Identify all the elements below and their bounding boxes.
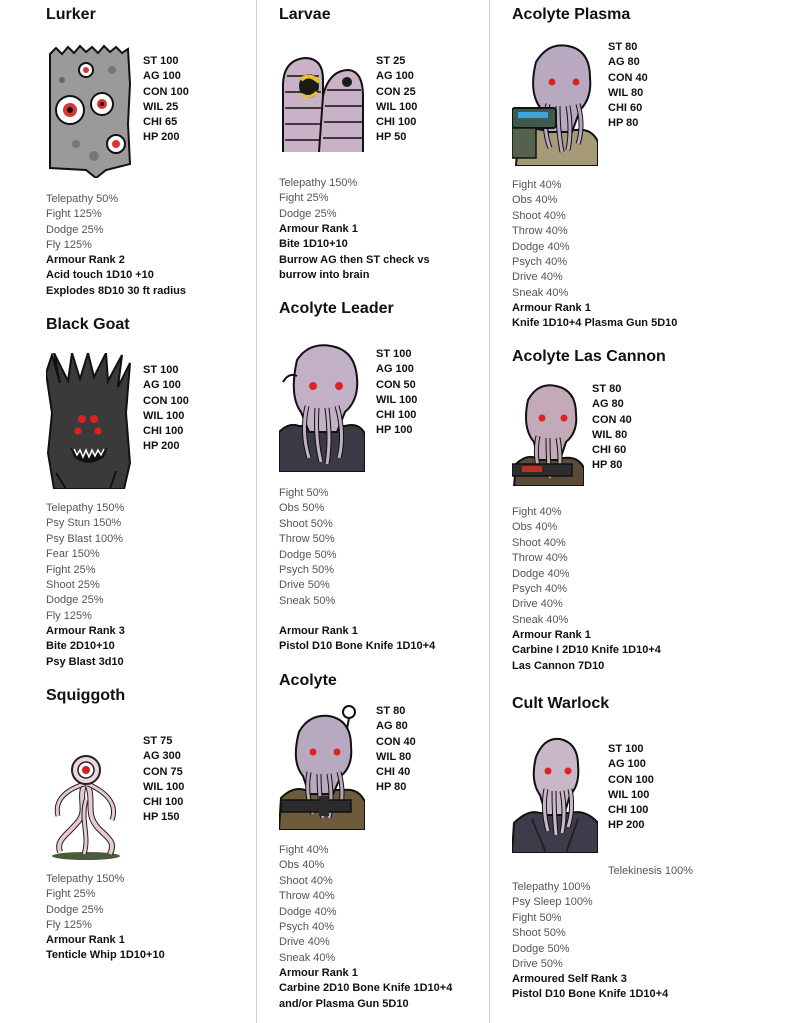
creature-name-acolyte: Acolyte <box>279 672 337 689</box>
skill-line: Shoot 40% <box>279 874 333 887</box>
skill-line: Sneak 40% <box>279 951 336 964</box>
skill-line: Fight 50% <box>279 487 329 499</box>
acolyte-stats <box>376 704 416 796</box>
stat-line: AG 80 <box>608 56 640 69</box>
skill-line: Obs 50% <box>279 502 325 515</box>
stat-line: WIL 80 <box>376 750 412 763</box>
skill-line: Fight 25% <box>46 563 96 576</box>
skill-line: Telepathy 100% <box>512 881 591 893</box>
note-line: Armour Rank 1 <box>279 967 358 979</box>
skill-line: Telepathy 50% <box>46 193 119 205</box>
stat-line: AG 100 <box>608 758 646 771</box>
stat-line: WIL 25 <box>143 100 179 113</box>
stat-line: WIL 100 <box>376 100 418 113</box>
skill-line: Fight 25% <box>279 192 329 205</box>
note-line: Armour Rank 3 <box>46 625 125 637</box>
skill-line: Obs 40% <box>512 194 558 207</box>
black-goat-portrait <box>46 353 132 489</box>
squiggoth-skills <box>46 872 124 934</box>
stat-line: HP 80 <box>376 781 407 794</box>
squiggoth-stats <box>143 734 184 826</box>
larvae-stats <box>376 54 417 146</box>
creature-name-squiggoth: Squiggoth <box>46 687 126 704</box>
column-divider-left <box>256 0 257 1023</box>
stat-line: CHI 100 <box>143 425 184 438</box>
skill-line: Dodge 25% <box>46 594 104 607</box>
stat-line: WIL 80 <box>592 428 628 441</box>
stat-line: AG 300 <box>143 750 181 763</box>
stat-line: AG 80 <box>592 398 624 411</box>
acolyte-las-cannon-portrait <box>512 380 584 486</box>
stat-line: HP 80 <box>592 459 623 472</box>
stat-line: CHI 100 <box>143 796 184 809</box>
black-goat-skills <box>46 501 124 624</box>
skill-line: Drive 40% <box>512 271 563 284</box>
skill-line: Fight 50% <box>512 911 562 924</box>
note-line: Armoured Self Rank 3 <box>512 973 627 985</box>
skill-line: Shoot 40% <box>512 209 566 222</box>
skill-line: Drive 50% <box>512 958 563 971</box>
note-line: Armour Rank 2 <box>46 254 125 266</box>
larvae-notes <box>279 222 430 284</box>
note-line: Carbine 2D10 Bone Knife 1D10+4 <box>279 982 453 995</box>
note-line: Armour Rank 1 <box>512 302 591 314</box>
stat-line: CON 50 <box>376 378 416 391</box>
stat-line: CHI 100 <box>376 116 417 129</box>
acolyte-leader-notes <box>279 624 435 655</box>
skill-line: Telekinesis 100% <box>608 865 693 877</box>
skill-line: Dodge 25% <box>46 903 104 916</box>
skill-line: Psy Blast 100% <box>46 532 124 545</box>
stat-line: CON 100 <box>143 394 189 407</box>
stat-line: CHI 60 <box>592 444 627 457</box>
stat-line: AG 100 <box>143 379 181 392</box>
acolyte-leader-portrait <box>279 342 365 472</box>
stat-line: AG 100 <box>376 363 414 376</box>
lurker-notes <box>46 253 186 299</box>
skill-line: Drive 40% <box>279 936 330 949</box>
stat-line: ST 100 <box>608 743 644 755</box>
acolyte-portrait <box>279 702 365 830</box>
skill-line: Dodge 25% <box>46 223 104 236</box>
creature-name-larvae: Larvae <box>279 6 331 23</box>
note-line: Armour Rank 1 <box>512 629 591 641</box>
skill-line: Fight 40% <box>512 506 562 518</box>
note-line: Burrow AG then ST check vs <box>279 253 430 266</box>
skill-line: Fight 125% <box>46 208 102 221</box>
stat-line: CON 100 <box>608 773 654 786</box>
stat-line: CHI 100 <box>376 409 417 422</box>
note-line: Explodes 8D10 30 ft radius <box>46 284 186 297</box>
skill-line: Dodge 40% <box>512 567 570 580</box>
lurker-portrait <box>46 44 132 178</box>
column-divider-right <box>489 0 490 1023</box>
note-line: Bite 2D10+10 <box>46 640 115 653</box>
acolyte-plasma-skills <box>512 178 570 301</box>
stat-line: AG 100 <box>143 70 181 83</box>
note-line: Pistol D10 Bone Knife 1D10+4 <box>512 988 669 1001</box>
skill-line: Telepathy 150% <box>46 502 125 514</box>
note-line: burrow into brain <box>279 269 370 282</box>
cult-warlock-stats <box>608 742 654 834</box>
skill-line: Telepathy 150% <box>46 873 125 885</box>
acolyte-notes <box>279 966 452 1012</box>
stat-line: HP 150 <box>143 811 180 824</box>
stat-line: WIL 100 <box>143 409 185 422</box>
cult-warlock-skills <box>512 880 593 972</box>
skill-line: Shoot 50% <box>512 927 566 940</box>
note-line: Las Cannon 7D10 <box>512 659 605 672</box>
skill-line: Fight 40% <box>512 179 562 191</box>
skill-line: Drive 40% <box>512 598 563 611</box>
skill-line: Sneak 50% <box>279 594 336 607</box>
skill-line: Psych 40% <box>279 921 335 934</box>
skill-line: Dodge 50% <box>279 548 337 561</box>
stat-line: ST 100 <box>143 364 179 376</box>
cult-warlock-portrait <box>512 735 598 853</box>
stat-line: CON 40 <box>592 413 632 426</box>
acolyte-skills <box>279 843 337 966</box>
stat-line: ST 80 <box>592 383 622 395</box>
stat-line: HP 80 <box>608 117 639 130</box>
acolyte-plasma-portrait <box>512 38 598 166</box>
stat-line: CON 40 <box>608 71 648 84</box>
acolyte-leader-skills <box>279 486 337 609</box>
larvae-skills <box>279 176 357 222</box>
acolyte-plasma-notes <box>512 301 677 332</box>
stat-line: HP 200 <box>143 131 180 144</box>
squiggoth-notes <box>46 933 165 964</box>
skill-line: Shoot 25% <box>46 579 100 592</box>
cult-warlock-notes <box>512 972 668 1003</box>
note-line: Tenticle Whip 1D10+10 <box>46 949 165 962</box>
skill-line: Sneak 40% <box>512 613 569 626</box>
note-line: Bite 1D10+10 <box>279 238 348 251</box>
skill-line: Fight 25% <box>46 888 96 901</box>
stat-line: WIL 80 <box>608 86 644 99</box>
skill-line: Fly 125% <box>46 239 92 252</box>
stat-line: ST 80 <box>608 41 638 53</box>
squiggoth-portrait <box>46 740 126 860</box>
lurker-stats <box>143 54 189 146</box>
skill-line: Fly 125% <box>46 609 92 622</box>
stat-line: CHI 40 <box>376 766 411 779</box>
skill-line: Dodge 40% <box>279 905 337 918</box>
note-line: Armour Rank 1 <box>279 223 358 235</box>
larvae-portrait <box>279 46 365 152</box>
skill-line: Psy Sleep 100% <box>512 896 593 909</box>
black-goat-notes <box>46 624 125 670</box>
skill-line: Telepathy 150% <box>279 177 358 189</box>
skill-line: Fear 150% <box>46 548 100 561</box>
black-goat-stats <box>143 363 189 455</box>
skill-line: Fight 40% <box>279 844 329 856</box>
skill-line: Fly 125% <box>46 919 92 932</box>
skill-line: Throw 40% <box>512 225 568 238</box>
skill-line: Psych 40% <box>512 256 568 269</box>
skill-line: Drive 50% <box>279 579 330 592</box>
stat-line: CON 40 <box>376 735 416 748</box>
acolyte-las-cannon-skills <box>512 505 570 628</box>
acolyte-las-cannon-stats <box>592 382 632 474</box>
stat-line: CON 25 <box>376 85 416 98</box>
note-line: Acid touch 1D10 +10 <box>46 269 154 282</box>
skill-line: Dodge 25% <box>279 207 337 220</box>
skill-line: Sneak 40% <box>512 286 569 299</box>
skill-line: Throw 50% <box>279 533 335 546</box>
stat-line: HP 50 <box>376 131 407 144</box>
skill-line: Throw 40% <box>279 890 335 903</box>
creature-name-acolyte-leader: Acolyte Leader <box>279 300 394 317</box>
stat-line: CON 75 <box>143 765 183 778</box>
creature-name-cult-warlock: Cult Warlock <box>512 695 610 712</box>
acolyte-leader-stats <box>376 347 417 439</box>
stat-line: AG 100 <box>376 70 414 83</box>
note-line: Psy Blast 3d10 <box>46 655 124 668</box>
creature-name-black-goat: Black Goat <box>46 316 130 333</box>
stat-line: CON 100 <box>143 85 189 98</box>
note-line: Carbine I 2D10 Knife 1D10+4 <box>512 644 661 657</box>
skill-line: Dodge 40% <box>512 240 570 253</box>
note-line: Armour Rank 1 <box>279 625 358 637</box>
skill-line: Obs 40% <box>512 521 558 534</box>
stat-line: CHI 60 <box>608 102 643 115</box>
skill-line: Psych 50% <box>279 564 335 577</box>
note-line: and/or Plasma Gun 5D10 <box>279 997 409 1010</box>
stat-line: HP 200 <box>143 440 180 453</box>
skill-line: Psy Stun 150% <box>46 517 122 530</box>
stat-line: AG 80 <box>376 720 408 733</box>
skill-line: Dodge 50% <box>512 942 570 955</box>
acolyte-las-cannon-notes <box>512 628 661 674</box>
stat-line: ST 75 <box>143 735 173 747</box>
creature-name-acolyte-plasma: Acolyte Plasma <box>512 6 631 23</box>
stat-line: HP 100 <box>376 424 413 437</box>
stat-line: WIL 100 <box>608 788 650 801</box>
note-line: Pistol D10 Bone Knife 1D10+4 <box>279 640 436 653</box>
stat-line: WIL 100 <box>143 780 185 793</box>
stat-line: HP 200 <box>608 819 645 832</box>
lurker-skills <box>46 192 118 254</box>
skill-line: Psych 40% <box>512 583 568 596</box>
acolyte-plasma-stats <box>608 40 648 132</box>
skill-line: Shoot 40% <box>512 536 566 549</box>
skill-line: Obs 40% <box>279 859 325 872</box>
stat-line: CHI 65 <box>143 116 178 129</box>
stat-line: WIL 100 <box>376 393 418 406</box>
stat-line: ST 25 <box>376 55 406 67</box>
creature-name-lurker: Lurker <box>46 6 96 23</box>
stat-line: ST 100 <box>143 55 179 67</box>
note-line: Armour Rank 1 <box>46 934 125 946</box>
skill-line: Throw 40% <box>512 552 568 565</box>
stat-line: ST 100 <box>376 348 412 360</box>
stat-line: ST 80 <box>376 705 406 717</box>
stat-line: CHI 100 <box>608 804 649 817</box>
creature-name-acolyte-las-cannon: Acolyte Las Cannon <box>512 348 666 365</box>
note-line: Knife 1D10+4 Plasma Gun 5D10 <box>512 317 678 330</box>
skill-line: Shoot 50% <box>279 517 333 530</box>
cult-warlock-extra-skill <box>608 864 693 879</box>
